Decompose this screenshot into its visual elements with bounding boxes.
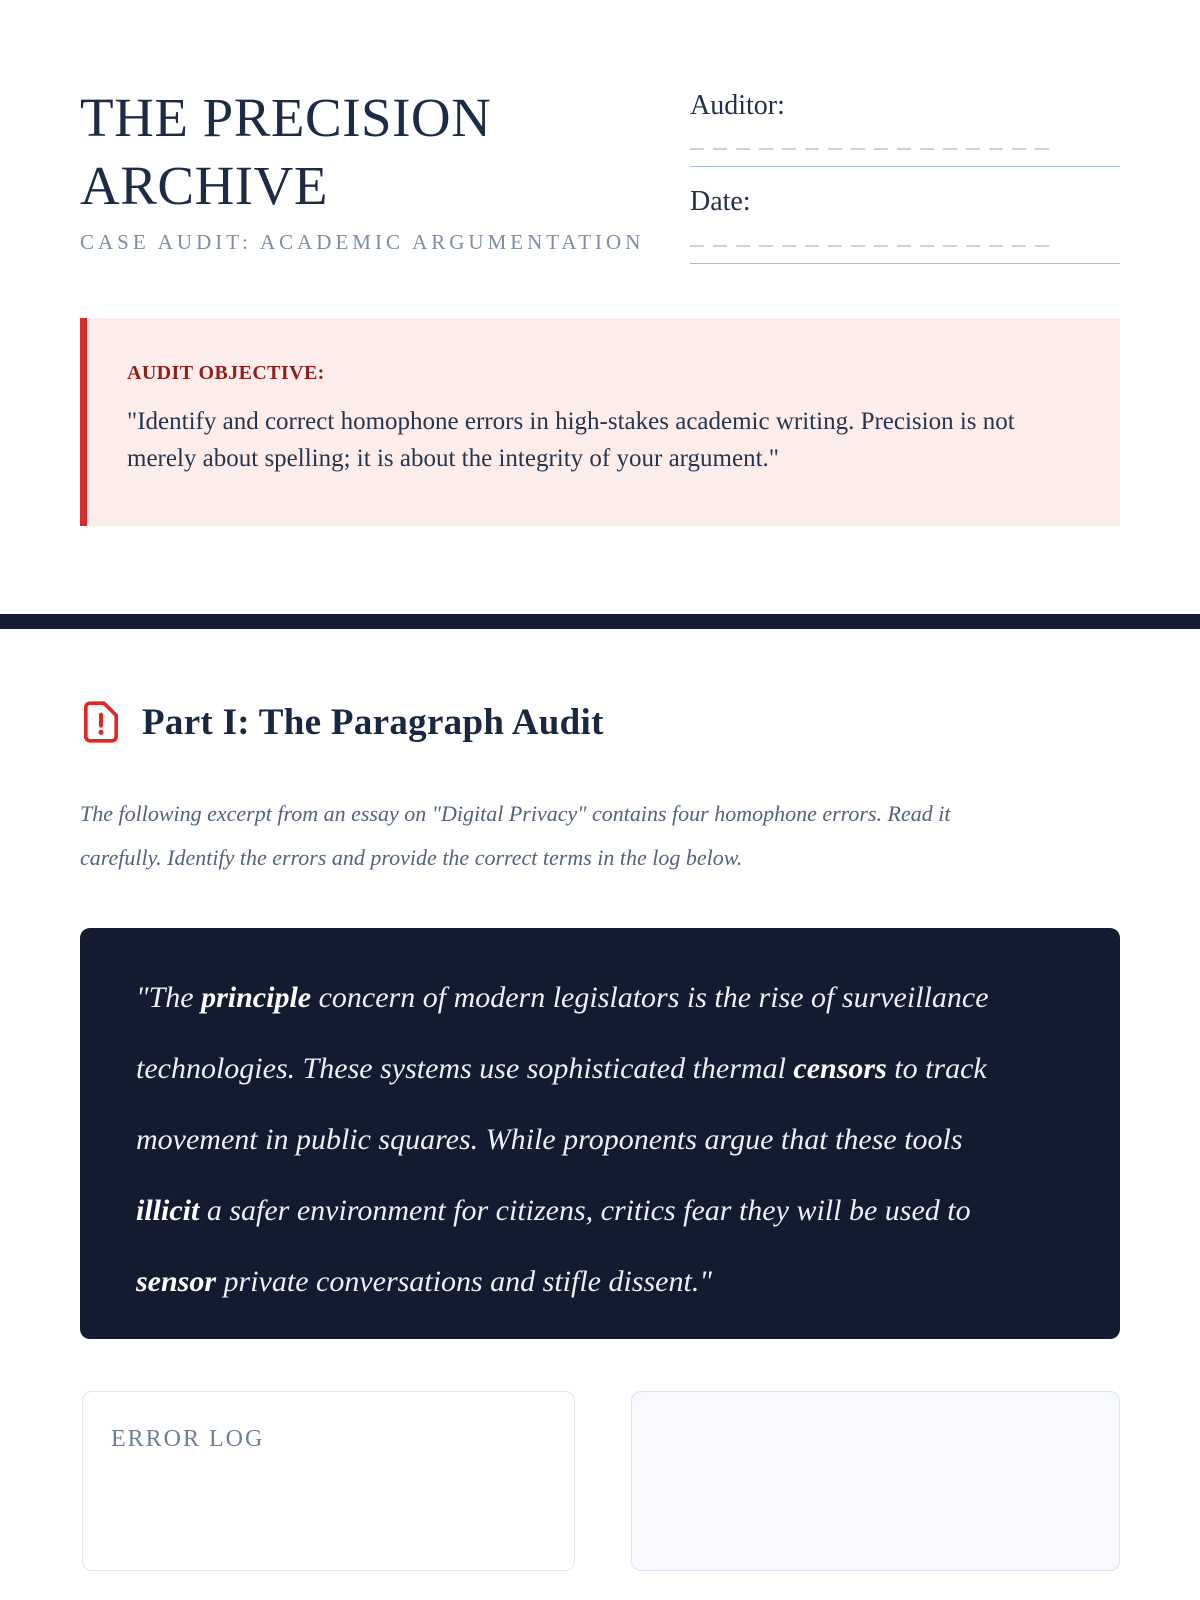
page-subtitle: CASE AUDIT: ACADEMIC ARGUMENTATION xyxy=(80,230,645,255)
audit-objective-heading: AUDIT OBJECTIVE: xyxy=(127,361,325,384)
file-exclamation-icon xyxy=(84,701,118,743)
date-field[interactable] xyxy=(690,184,1120,263)
audit-objective-callout xyxy=(80,318,1120,526)
part1-instructions: The following excerpt from an essay on "Digital Privacy" contains four homophone errors. Read it carefully. Identify the errors and provide the correct terms in the log below. xyxy=(80,800,951,870)
part1-heading-row xyxy=(84,701,1120,744)
secondary-log-card[interactable] xyxy=(631,1391,1120,1571)
excerpt-card xyxy=(80,928,1120,1339)
audit-objective-text: "Identify and correct homophone errors in high-stakes academic writing. Precision is not merely about spelling; it is about the integrity of your argument." xyxy=(127,407,1015,473)
title-block xyxy=(80,84,660,264)
page-title: THE PRECISION ARCHIVE xyxy=(80,87,492,217)
log-row xyxy=(82,1391,1120,1571)
header-fields xyxy=(690,84,1120,264)
error-log-card[interactable] xyxy=(82,1391,575,1571)
auditor-field[interactable] xyxy=(690,88,1120,167)
header xyxy=(0,0,1200,264)
error-log-label: ERROR LOG xyxy=(111,1426,265,1453)
excerpt-text: "The principle concern of modern legislators is the rise of surveillance technologies. These systems use sophisticated thermal censors to track movement in public squares. While proponents argue that these tools illicit a safer environment for citizens, critics fear they will be used to sensor private conversations and stifle dissent." xyxy=(136,980,989,1299)
date-label: Date: xyxy=(690,186,751,218)
part1-heading: Part I: The Paragraph Audit xyxy=(142,701,604,743)
auditor-write-line[interactable] xyxy=(690,148,1051,150)
date-write-line[interactable] xyxy=(690,245,1051,247)
section-divider xyxy=(0,614,1200,629)
auditor-label: Auditor: xyxy=(690,90,785,121)
